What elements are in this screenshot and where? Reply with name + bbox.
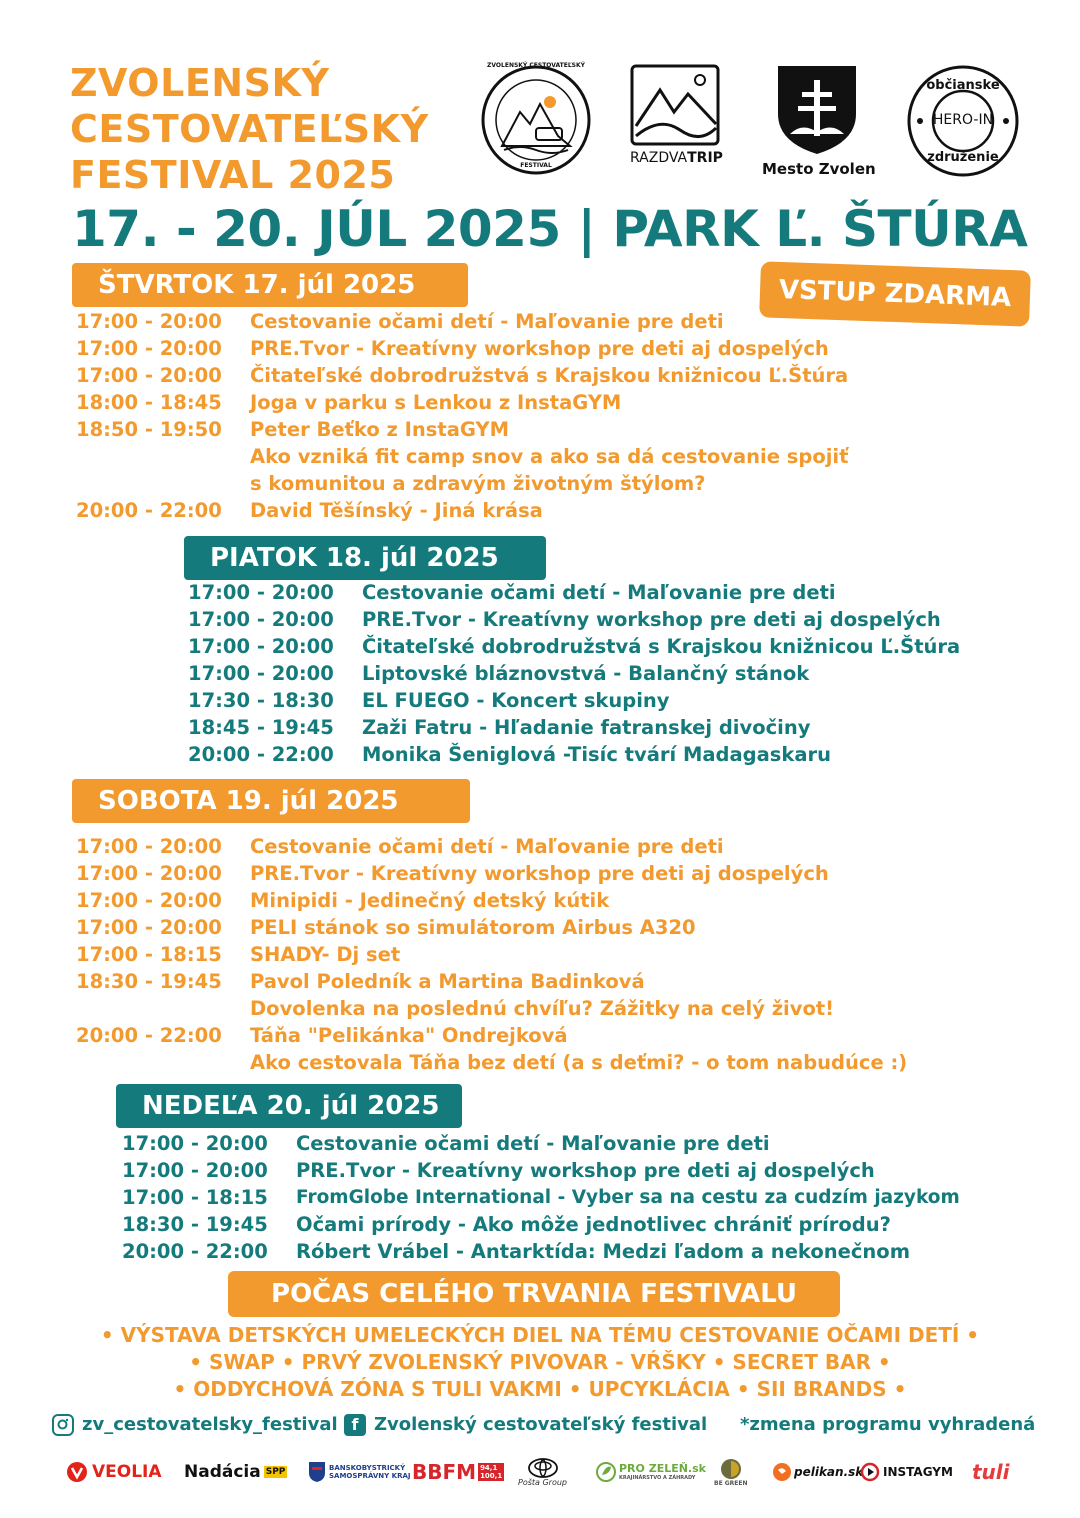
hero-in-bottom-text: združenie bbox=[927, 150, 999, 165]
row-event: Minipidi - Jedinečný detský kútik bbox=[250, 889, 610, 912]
sponsor-bbfm bbox=[412, 1452, 504, 1492]
schedule-row bbox=[122, 1157, 960, 1184]
facebook-icon: f bbox=[344, 1414, 366, 1436]
razdva-text: RAZDVA bbox=[630, 150, 688, 166]
row-event: Zaži Fatru - Hľadanie fatranskej divočiny bbox=[362, 716, 811, 739]
free-entry-badge: VSTUP ZDARMA bbox=[759, 261, 1031, 326]
all-festival-tab: POČAS CELÉHO TRVANIA FESTIVALU bbox=[228, 1271, 840, 1317]
sponsor-nadacia-spp bbox=[184, 1452, 287, 1492]
row-time: 18:30 - 19:45 bbox=[76, 970, 222, 993]
festival-logo-text-top: ZVOLENSKÝ CESTOVATEĽSKÝ bbox=[487, 62, 585, 69]
title-line-1: ZVOLENSKÝ bbox=[70, 61, 330, 105]
row-event: Čitateľské dobrodružstvá s Krajskou knižnicou Ľ.Štúra bbox=[362, 635, 961, 658]
bbsk-shield-icon bbox=[308, 1461, 326, 1483]
facebook-link[interactable] bbox=[344, 1410, 707, 1440]
razdvatrip-logo bbox=[630, 64, 722, 166]
bbfm-freq-2: 100,1 bbox=[480, 1472, 503, 1480]
schedule-row bbox=[188, 714, 960, 741]
schedule-row bbox=[122, 1130, 960, 1157]
schedule-row bbox=[76, 1022, 907, 1049]
mesto-zvolen-caption: Mesto Zvolen bbox=[762, 160, 876, 178]
row-time: 17:00 - 20:00 bbox=[188, 662, 334, 685]
row-time: 17:00 - 20:00 bbox=[188, 581, 334, 604]
row-event: Joga v parku s Lenkou z InstaGYM bbox=[250, 391, 622, 414]
row-time: 17:00 - 20:00 bbox=[76, 835, 222, 858]
schedule-row bbox=[76, 308, 848, 335]
date-location-headline: 17. - 20. JÚL 2025 | PARK Ľ. ŠTÚRA bbox=[72, 200, 1028, 258]
trip-text: TRIP bbox=[687, 150, 723, 166]
schedule-row bbox=[122, 1184, 960, 1211]
pelikan-icon bbox=[772, 1462, 792, 1482]
schedule-row bbox=[122, 1238, 960, 1265]
all-festival-line: • VÝSTAVA DETSKÝCH UMELECKÝCH DIEL NA TÉMU CESTOVANIE OČAMI DETÍ • bbox=[100, 1323, 980, 1347]
hero-in-logo bbox=[906, 64, 1020, 178]
schedule-row bbox=[76, 968, 907, 995]
row-event: Ako vzniká fit camp snov a ako sa dá cestovanie spojiť bbox=[250, 445, 849, 468]
row-event: EL FUEGO - Koncert skupiny bbox=[362, 689, 670, 712]
bbfm-text: BBFM bbox=[412, 1460, 477, 1484]
instagram-handle: zv_cestovatelsky_festival bbox=[82, 1414, 338, 1435]
bbfm-freq-1: 94,1 bbox=[480, 1464, 498, 1472]
row-time: 17:00 - 20:00 bbox=[188, 635, 334, 658]
festival-logo bbox=[480, 64, 592, 176]
row-event: Očami prírody - Ako môže jednotlivec chrániť prírodu? bbox=[296, 1213, 891, 1236]
spp-text: SPP bbox=[265, 1467, 286, 1477]
schedule-saturday bbox=[76, 833, 907, 1076]
day-tab-friday: PIATOK 18. júl 2025 bbox=[184, 536, 546, 580]
row-event: PRE.Tvor - Kreatívny workshop pre deti aj dospelých bbox=[362, 608, 941, 631]
schedule-sunday bbox=[122, 1130, 960, 1265]
schedule-row bbox=[76, 833, 907, 860]
tuli-text: tuli bbox=[972, 1460, 1010, 1484]
leaf-icon bbox=[596, 1461, 616, 1483]
hero-in-top-text: občianske bbox=[926, 78, 1000, 93]
all-festival-line: • ODDYCHOVÁ ZÓNA S TULI VAKMI • UPCYKLÁCIA • SII BRANDS • bbox=[173, 1377, 907, 1401]
row-event: PRE.Tvor - Kreatívny workshop pre deti aj dospelých bbox=[250, 337, 829, 360]
schedule-row bbox=[76, 887, 907, 914]
hero-in-middle-text: HERO-IN bbox=[932, 112, 994, 128]
schedule-friday bbox=[188, 579, 960, 768]
row-time: 18:45 - 19:45 bbox=[188, 716, 334, 739]
sponsor-toyota bbox=[518, 1452, 567, 1492]
row-time: 20:00 - 22:00 bbox=[122, 1240, 268, 1263]
schedule-row bbox=[76, 416, 848, 443]
row-time: 17:30 - 18:30 bbox=[188, 689, 334, 712]
schedule-row bbox=[76, 1049, 907, 1076]
sponsor-pelikan bbox=[772, 1452, 863, 1492]
schedule-row bbox=[188, 633, 960, 660]
row-time: 17:00 - 20:00 bbox=[76, 916, 222, 939]
row-event: Pavol Poledník a Martina Badinková bbox=[250, 970, 645, 993]
bbsk-line-1: BANSKOBYSTRICKÝ bbox=[329, 1464, 406, 1472]
row-time bbox=[76, 470, 250, 497]
all-festival-line: • SWAP • PRVÝ ZVOLENSKÝ PIVOVAR - VŔŠKY • SECRET BAR • bbox=[189, 1350, 891, 1374]
schedule-row bbox=[188, 579, 960, 606]
row-event: Liptovské bláznovstvá - Balančný stánok bbox=[362, 662, 810, 685]
row-event: PRE.Tvor - Kreatívny workshop pre deti aj dospelých bbox=[296, 1159, 875, 1182]
sponsor-veolia bbox=[66, 1452, 162, 1492]
row-time: 17:00 - 20:00 bbox=[76, 310, 222, 333]
nadacia-text: Nadácia bbox=[184, 1462, 261, 1482]
row-event: Cestovanie očami detí - Maľovanie pre deti bbox=[362, 581, 836, 604]
row-time: 17:00 - 20:00 bbox=[76, 337, 222, 360]
row-event: Čitateľské dobrodružstvá s Krajskou knižnicou Ľ.Štúra bbox=[250, 364, 849, 387]
schedule-row bbox=[188, 660, 960, 687]
facebook-page-name: Zvolenský cestovateľský festival bbox=[374, 1414, 708, 1435]
row-event: PELI stánok so simulátorom Airbus A320 bbox=[250, 916, 696, 939]
row-event: Ako cestovala Táňa bez detí (a s deťmi? - o tom nabudúce :) bbox=[250, 1051, 908, 1074]
schedule-row bbox=[76, 443, 848, 470]
row-time: 20:00 - 22:00 bbox=[188, 743, 334, 766]
schedule-row bbox=[76, 914, 907, 941]
row-time: 18:50 - 19:50 bbox=[76, 418, 222, 441]
mesto-zvolen-logo bbox=[762, 64, 876, 178]
row-event: Cestovanie očami detí - Maľovanie pre deti bbox=[296, 1132, 770, 1155]
sponsor-be-green bbox=[714, 1452, 748, 1492]
pelikan-text: pelikan.sk bbox=[794, 1465, 864, 1479]
footer-social-row bbox=[52, 1410, 1042, 1440]
row-time: 17:00 - 20:00 bbox=[76, 889, 222, 912]
row-event: FromGlobe International - Vyber sa na cestu za cudzím jazykom bbox=[296, 1187, 960, 1208]
row-time: 17:00 - 20:00 bbox=[122, 1132, 268, 1155]
sponsor-bbsk bbox=[308, 1452, 411, 1492]
day-tab-thursday: ŠTVRTOK 17. júl 2025 bbox=[72, 263, 468, 307]
title-line-3: FESTIVAL 2025 bbox=[70, 153, 396, 197]
veolia-icon bbox=[66, 1461, 88, 1483]
veolia-text: VEOLIA bbox=[92, 1462, 162, 1482]
instagram-link[interactable] bbox=[52, 1410, 338, 1440]
row-event: s komunitou a zdravým životným štýlom? bbox=[250, 472, 706, 495]
row-event: Róbert Vrábel - Antarktída: Medzi ľadom a nekonečnom bbox=[296, 1240, 911, 1263]
row-event: Cestovanie očami detí - Maľovanie pre deti bbox=[250, 835, 724, 858]
day-tab-saturday: SOBOTA 19. júl 2025 bbox=[72, 779, 470, 823]
sponsors-bar bbox=[66, 1452, 1016, 1492]
row-time: 20:00 - 22:00 bbox=[76, 1024, 222, 1047]
be-green-icon bbox=[720, 1458, 742, 1480]
schedule-row bbox=[76, 860, 907, 887]
row-time: 18:00 - 18:45 bbox=[76, 391, 222, 414]
instagym-icon bbox=[860, 1462, 880, 1482]
bbsk-line-2: SAMOSPRÁVNY KRAJ bbox=[329, 1472, 411, 1480]
schedule-row bbox=[76, 497, 848, 524]
row-time: 18:30 - 19:45 bbox=[122, 1213, 268, 1236]
row-event: SHADY- Dj set bbox=[250, 943, 401, 966]
instagram-icon bbox=[52, 1414, 74, 1436]
festival-title bbox=[70, 60, 429, 198]
row-time bbox=[76, 443, 250, 470]
row-event: PRE.Tvor - Kreatívny workshop pre deti aj dospelých bbox=[250, 862, 829, 885]
row-event: Cestovanie očami detí - Maľovanie pre deti bbox=[250, 310, 724, 333]
schedule-row bbox=[76, 941, 907, 968]
row-event: Táňa "Pelikánka" Ondrejková bbox=[250, 1024, 568, 1047]
sponsor-pro-zelen bbox=[596, 1452, 706, 1492]
toyota-icon bbox=[528, 1458, 558, 1478]
row-event: David Těšínský - Jiná krása bbox=[250, 499, 543, 522]
schedule-row bbox=[188, 687, 960, 714]
all-festival-list bbox=[0, 1322, 1080, 1403]
be-green-text: BE GREEN bbox=[714, 1479, 748, 1487]
schedule-row bbox=[188, 606, 960, 633]
zvolen-coat-of-arms-icon bbox=[762, 64, 872, 156]
row-event: Monika Šeniglová -Tisíc tvárí Madagaskaru bbox=[362, 743, 831, 766]
instagym-text: INSTAGYM bbox=[883, 1465, 953, 1479]
row-event: Peter Beťko z InstaGYM bbox=[250, 418, 509, 441]
row-time: 17:00 - 20:00 bbox=[188, 608, 334, 631]
row-time: 17:00 - 20:00 bbox=[76, 862, 222, 885]
schedule-row bbox=[76, 470, 848, 497]
row-event: Dovolenka na poslednú chvíľu? Zážitky na celý život! bbox=[250, 997, 835, 1020]
festival-logo-text-bottom: FESTIVAL bbox=[520, 162, 552, 169]
festival-logo-icon bbox=[480, 64, 592, 176]
row-time: 17:00 - 18:15 bbox=[122, 1186, 268, 1209]
schedule-row bbox=[76, 995, 907, 1022]
row-time: 17:00 - 18:15 bbox=[76, 943, 222, 966]
pro-zelen-subtext: KRAJINÁRSTVO A ZÁHRADY bbox=[619, 1474, 696, 1481]
program-change-note: *zmena programu vyhradená bbox=[740, 1414, 1036, 1435]
razdvatrip-mountain-icon bbox=[630, 64, 720, 146]
schedule-row bbox=[76, 335, 848, 362]
row-time bbox=[76, 995, 250, 1022]
schedule-row bbox=[76, 362, 848, 389]
schedule-row bbox=[122, 1211, 960, 1238]
schedule-row bbox=[76, 389, 848, 416]
row-time bbox=[76, 1049, 250, 1076]
day-tab-sunday: NEDEĽA 20. júl 2025 bbox=[116, 1084, 462, 1128]
schedule-row bbox=[188, 741, 960, 768]
row-time: 20:00 - 22:00 bbox=[76, 499, 222, 522]
schedule-thursday bbox=[76, 308, 848, 524]
row-time: 17:00 - 20:00 bbox=[122, 1159, 268, 1182]
title-line-2: CESTOVATEĽSKÝ bbox=[70, 107, 429, 151]
sponsor-instagym bbox=[860, 1452, 953, 1492]
row-time: 17:00 - 20:00 bbox=[76, 364, 222, 387]
pro-zelen-text: PRO ZELEŇ.sk bbox=[619, 1461, 706, 1475]
toyota-caption: Pošta Group bbox=[518, 1477, 567, 1487]
sponsor-tuli bbox=[972, 1452, 1010, 1492]
